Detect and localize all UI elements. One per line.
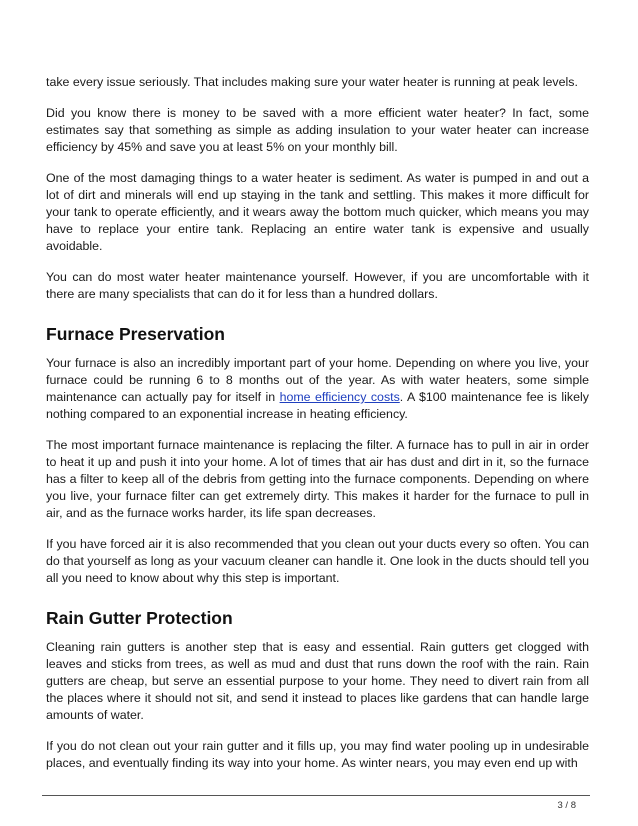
text-span: . A $100 maintenance fee is likely nothing compared to an exponential increase in heating efficiency. [46,390,589,421]
section-heading-furnace: Furnace Preservation [46,324,225,344]
paragraph: You can do most water heater maintenance yourself. However, if you are uncomfortable with it there are many specialists that can do it for less than a hundred dollars. [46,270,589,301]
section-heading-rain-gutter: Rain Gutter Protection [46,608,233,628]
paragraph: If you have forced air it is also recommended that you clean out your ducts every so often. You can do that yourself as long as your vacuum cleaner can handle it. One look in the ducts should tell you all you need to know about why this step is important. [46,537,589,585]
paragraph: The most important furnace maintenance is replacing the filter. A furnace has to pull in air in order to heat it up and push it into your home. A lot of times that air has dust and dirt in it, so the furnace has a filter to keep all of the debris from getting into the furnace components. Depending on where you live, your furnace filter can get extremely dirty. This makes it harder for the furnace to pull in air, and as the furnace works harder, its life span decreases. [46,438,589,520]
page-number: 3 / 8 [557,800,576,811]
paragraph: take every issue seriously. That includes making sure your water heater is running at peak levels. [46,75,578,89]
paragraph: One of the most damaging things to a water heater is sediment. As water is pumped in and out a lot of dirt and minerals will end up staying in the tank and settling. This makes it more difficult for your tank to operate efficiently, and it wears away the bottom much quicker, which means you may have to replace your entire tank. Replacing an entire water tank is expensive and usually avoidable. [46,171,589,253]
paragraph: Did you know there is money to be saved with a more efficient water heater? In fact, some estimates say that something as simple as adding insulation to your water heater can increase efficiency by 45% and save you at least 5% on your monthly bill. [46,106,589,154]
home-efficiency-costs-link[interactable]: home efficiency costs [279,390,400,404]
text-span: Your furnace is also an incredibly important part of your home. Depending on where you live, your furnace could be running 6 to 8 months out of the year. As with water heaters, some simple maintenance can actually pay for itself in [46,356,589,404]
page-body [46,74,589,786]
paragraph: If you do not clean out your rain gutter and it fills up, you may find water pooling up in undesirable places, and eventually finding its way into your home. As winter nears, you may even end up with [46,739,589,770]
footer-divider [42,795,590,796]
paragraph [46,355,589,423]
paragraph: Cleaning rain gutters is another step that is easy and essential. Rain gutters get clogged with leaves and sticks from trees, as well as mud and dust that runs down the roof with the rain. Rain gutters are cheap, but serve an essential purpose to your home. They need to divert rain from all the places where it should not sit, and send it instead to places like gardens that can handle large amounts of water. [46,640,589,722]
